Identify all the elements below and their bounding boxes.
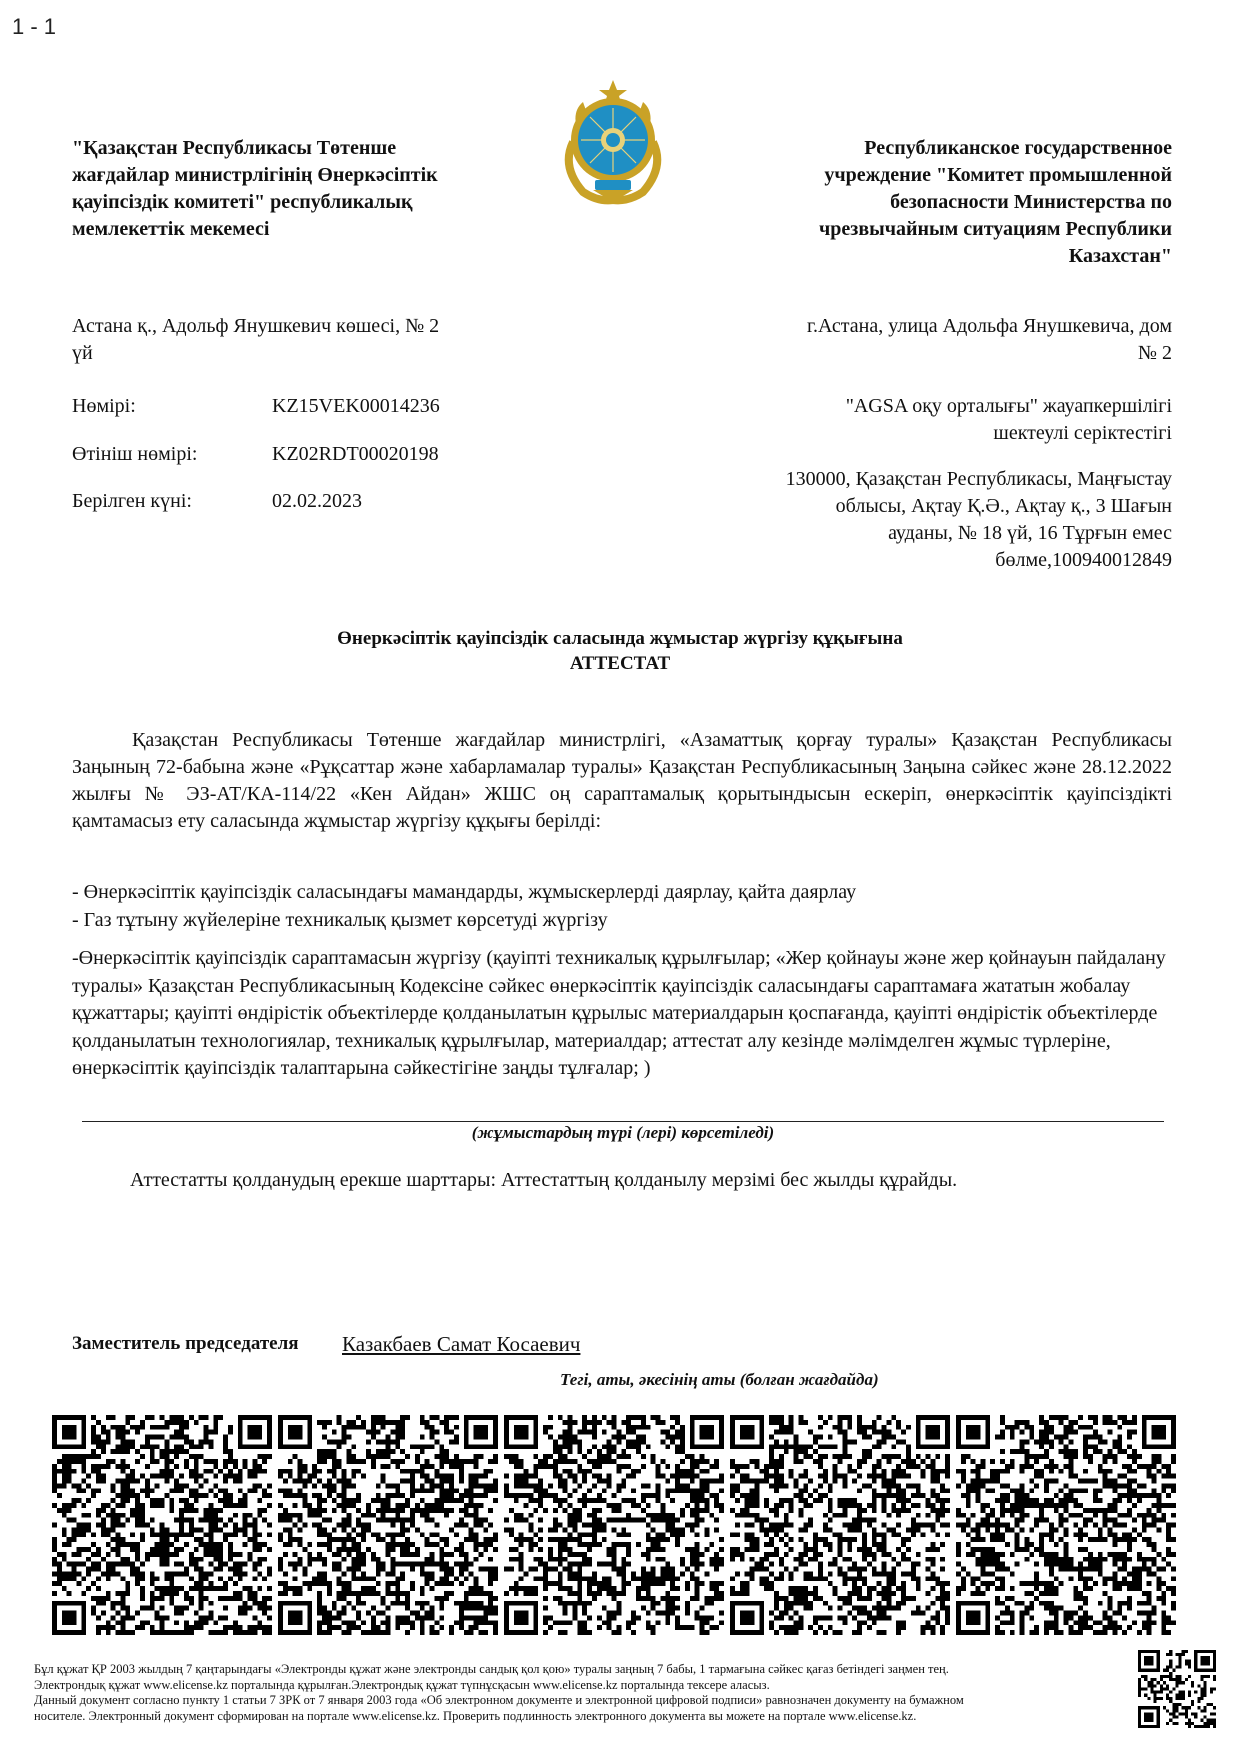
document-subtitle: Өнеркәсіптік қауіпсіздік саласында жұмыстар жүргізу құқығына [337, 628, 903, 649]
issuer-address-russian [700, 313, 1172, 367]
work-types-caption: (жұмыстардың түрі (лері) көрсетіледі) [471, 1123, 775, 1142]
page-number: 1 - 1 [12, 14, 57, 39]
meta-label: Берілген күні: [72, 490, 192, 512]
recipient-line: шектеулі серіктестігі [993, 422, 1172, 444]
document-title: АТТЕСТАТ [569, 653, 671, 674]
verification-qr-code-icon [1138, 1650, 1216, 1728]
footer-line: носителе. Электронный документ сформирован на портале www.elicense.kz. Проверить подлинность электронного документа вы можете на портале www.elicense.kz. [34, 1708, 917, 1723]
signatory-name: Казакбаев Самат Косаевич [342, 1332, 581, 1356]
meta-label: Өтініш нөмірі: [72, 443, 198, 465]
work-item: - Өнеркәсіптік қауіпсіздік саласындағы мамандарды, жұмыскерлерді даярлау, қайта даярлау [72, 881, 857, 903]
recipient-address-line: 130000, Қазақстан Республикасы, Маңғыстау [785, 468, 1172, 490]
recipient-address-line: облысы, Ақтау Қ.Ә., Ақтау қ., 3 Шағын [835, 495, 1172, 517]
recipient-address-line: бөлме,100940012849 [995, 549, 1172, 571]
work-item-expertise: -Өнеркәсіптік қауіпсіздік сараптамасын жүргізу (қауіпті техникалық құрылғылар; «Жер қойнауы және жер қойнауын пайдалану туралы» Қазақстан Республикасының Кодексіне сәйкес өнеркәсіптік қауіпсіздік саласындағы сараптамаға жататын жобалау құжаттары; қауіпті өндірістік объектілерде қолданылатын құрылыс материалдарын қоспағанда, қауіпті өндірістік объектілерде қолданылатын технологиялар, техникалық құрылғылар, материалдар; аттестат алу кезінде мәлімделген жұмыс түрлеріне, өнеркәсіптік қауіпсіздік талаптарына сәйкестігіне заңды тұлғалар; ) [72, 947, 1166, 1079]
issuer-ru-line: учреждение "Комитет промышленной [824, 164, 1172, 186]
footer-line: Данный документ согласно пункту 1 статьи 7 ЗРК от 7 января 2003 года «Об электронном документе и электронной цифровой подписи» равнозначен документу на бумажном [34, 1693, 964, 1707]
address-line: үй [72, 342, 93, 364]
divider-line [82, 1121, 1164, 1122]
meta-value: KZ02RDT00020198 [272, 443, 439, 465]
issuer-ru-line: Казахстан" [1068, 245, 1172, 267]
issuer-ru-line: безопасности Министерства по [890, 191, 1172, 213]
work-item: - Газ тұтыну жүйелеріне техникалық қызмет көрсетуді жүргізу [72, 909, 608, 931]
issuer-kz-line: жағдайлар министрлігінің Өнеркәсіптік [72, 164, 438, 186]
issuer-address-kazakh [72, 313, 532, 367]
body-text: Қазақстан Республикасы Төтенше жағдайлар министрлігі, «Азаматтық қорғау туралы» Қазақстан Республикасы Заңының 72-бабына және «Рұқсаттар және хабарламалар туралы» Қазақстан Республикасының Заңына сәйкес және 28.12.2022 жылғы № ЭЗ-АТ/КА-114/22 «Кен Айдан» ЖШС оң сараптамалық қорытындысын ескеріп, өнеркәсіптік қауіпсіздікті қамтамасыз ету саласында жұмыстар жүргізу құқығы берілді: [72, 729, 1172, 832]
address-line: № 2 [1137, 342, 1172, 364]
special-conditions: Аттестатты қолданудың ерекше шарттары: Аттестаттың қолданылу мерзімі бес жылды құрайды. [130, 1169, 958, 1191]
signatory-position: Заместитель председателя [72, 1333, 299, 1354]
qr-code-icon [52, 1415, 272, 1635]
address-line: Астана қ., Адольф Янушкевич көшесі, № 2 [72, 315, 440, 337]
footer-line: Бұл құжат ҚР 2003 жылдың 7 қаңтарындағы «Электронды құжат және электронды сандық қол қою» туралы заңның 7 бабы, 1 тармағына сәйкес қағаз бетіндегі заңмен тең. [34, 1662, 949, 1676]
qr-code-icon [278, 1415, 498, 1635]
issuer-kz-line: "Қазақстан Республикасы Төтенше [72, 137, 397, 159]
footer-legal-notice [34, 1662, 1114, 1724]
qr-code-icon [504, 1415, 724, 1635]
issuer-name-russian [710, 135, 1172, 270]
qr-code-icon [730, 1415, 950, 1635]
recipient-line: "AGSA оқу орталығы" жауапкершілігі [845, 395, 1172, 417]
recipient-address-line: ауданы, № 18 үй, 16 Тұрғын емес [888, 522, 1172, 544]
recipient-name [690, 393, 1172, 447]
meta-value: KZ15VEK00014236 [272, 395, 440, 417]
qr-code-icon [956, 1415, 1176, 1635]
signatory-caption: Тегі, аты, әкесінің аты (болған жағдайда) [560, 1370, 879, 1389]
issuer-kz-line: қауіпсіздік комитеті" республикалық [72, 191, 413, 213]
address-line: г.Астана, улица Адольфа Янушкевича, дом [807, 315, 1172, 337]
issuer-ru-line: чрезвычайным ситуациям Республики [819, 218, 1172, 240]
issuer-name-kazakh [72, 135, 522, 243]
work-items-list [72, 878, 1172, 934]
issuer-ru-line: Республиканское государственное [864, 137, 1172, 159]
body-paragraph [72, 727, 1172, 835]
recipient-address [690, 466, 1172, 574]
footer-line: Электрондық құжат www.elicense.kz порталында құрылған.Электрондық құжат түпнұсқасын www.elicense.kz порталында тексере аласыз. [34, 1677, 770, 1692]
kazakhstan-emblem-icon [553, 72, 673, 207]
meta-value: 02.02.2023 [272, 490, 362, 512]
issuer-kz-line: мемлекеттік мекемесі [72, 218, 270, 240]
meta-label: Нөмірі: [72, 395, 136, 417]
